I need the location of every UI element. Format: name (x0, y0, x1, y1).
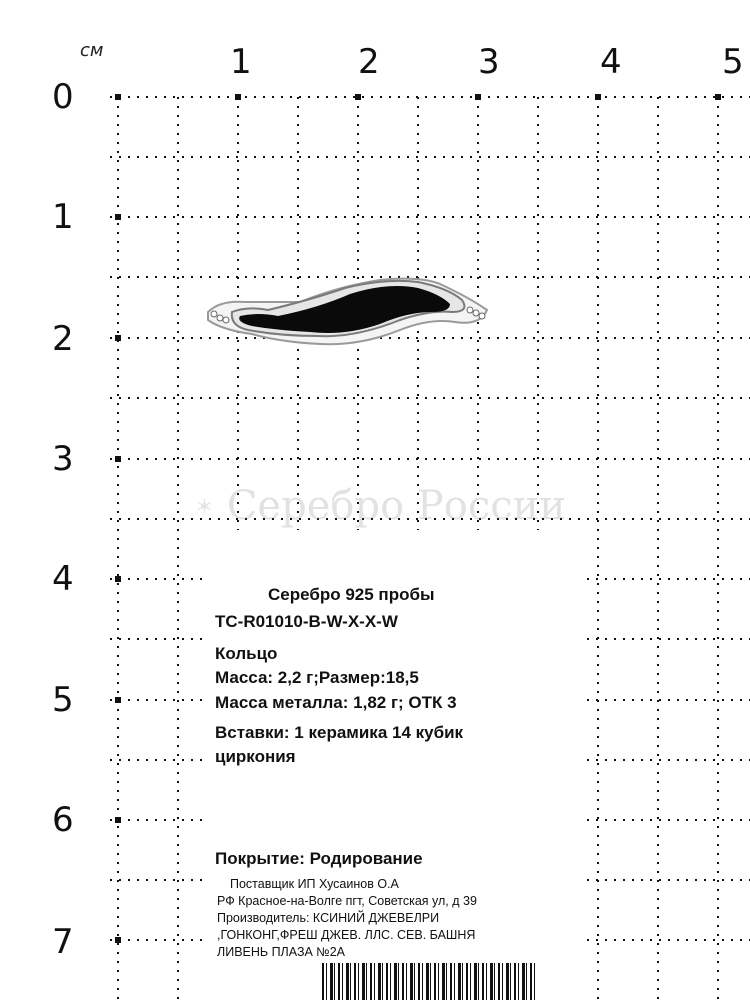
label-coating: Покрытие: Родирование (215, 849, 423, 868)
y-axis-label-2: 2 (52, 319, 74, 359)
barcode (322, 963, 537, 1000)
label-metal-weight: Масса металла: 1,82 г; ОТК 3 (215, 693, 457, 712)
label-maker-line2: ,ГОНКОНГ,ФРЕШ ДЖЕВ. ЛЛС. СЕВ. БАШНЯ (217, 928, 476, 942)
y-axis-label-4: 4 (52, 559, 74, 599)
x-axis-label-4: 4 (600, 42, 622, 82)
y-axis-label-7: 7 (52, 922, 74, 962)
y-axis-label-3: 3 (52, 439, 74, 479)
y-axis-label-0: 0 (52, 77, 74, 117)
label-supplier: Поставщик ИП Хусаинов О.А (230, 877, 399, 891)
x-axis-label-5: 5 (722, 42, 744, 82)
label-address: РФ Красное-на-Волге пгт, Советская ул, д 39 (217, 894, 477, 908)
y-axis-label-1: 1 (52, 197, 74, 237)
unit-label: см (80, 40, 104, 61)
y-axis-label-5: 5 (52, 680, 74, 720)
x-axis-label-3: 3 (478, 42, 500, 82)
label-metal: Серебро 925 пробы (268, 585, 435, 604)
watermark-text: Серебро России (226, 483, 566, 529)
label-inserts-line1: Вставки: 1 керамика 14 кубик (215, 723, 464, 742)
label-article: TC-R01010-B-W-X-X-W (215, 612, 398, 631)
label-inserts-line2: циркония (215, 747, 296, 766)
y-axis-label-6: 6 (52, 800, 74, 840)
label-maker-line3: ЛИВЕНЬ ПЛАЗА №2А (217, 945, 346, 959)
x-axis-label-2: 2 (358, 42, 380, 82)
x-axis-label-1: 1 (230, 42, 252, 82)
label-maker-line1: Производитель: КСИНИЙ ДЖЕВЕЛРИ (217, 911, 440, 925)
label-type: Кольцо (215, 644, 278, 663)
label-weight-size: Масса: 2,2 г;Размер:18,5 (215, 668, 419, 687)
